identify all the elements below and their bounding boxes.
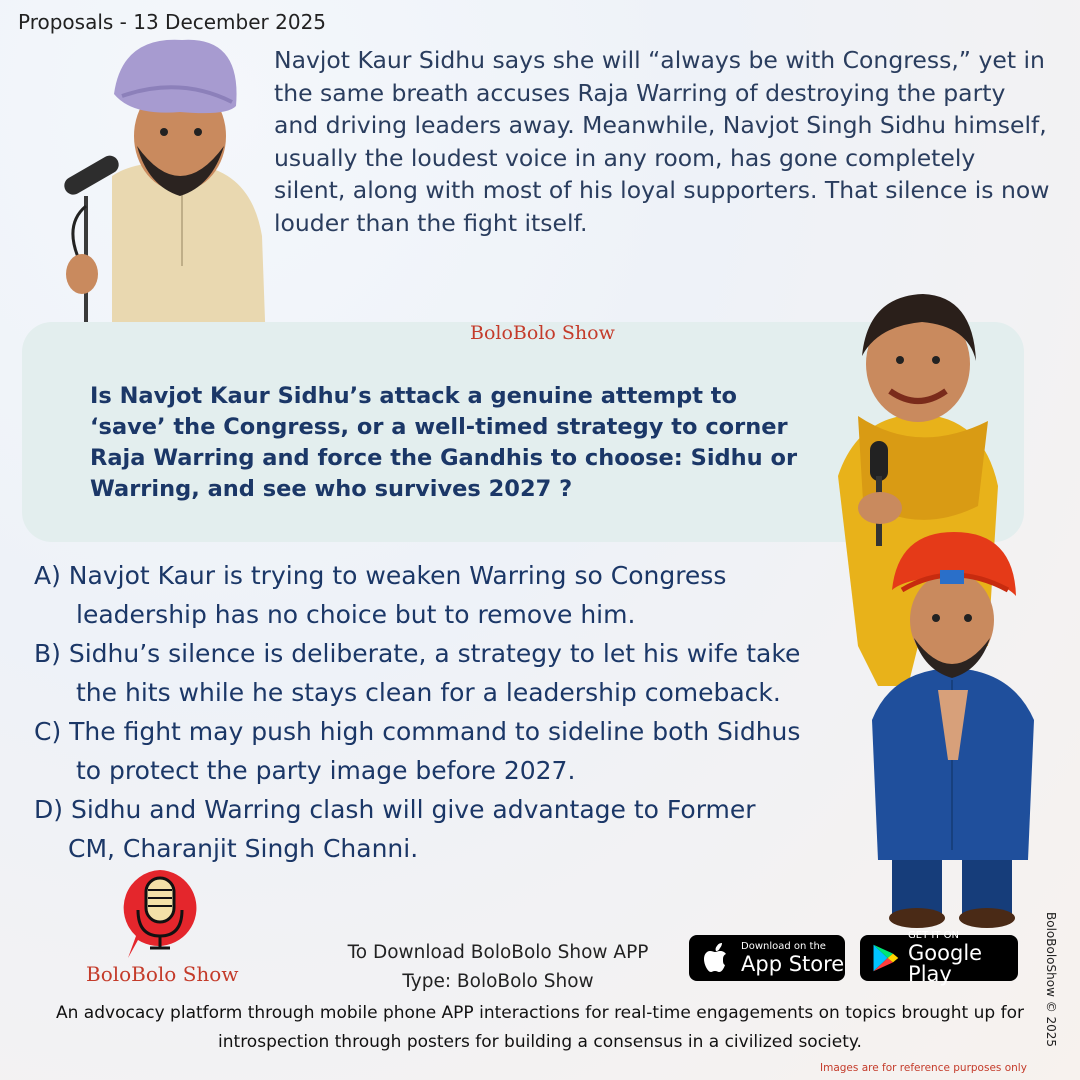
google-play-badge[interactable] <box>860 930 1018 986</box>
option-b-line2: the hits while he stays clean for a leadership comeback. <box>76 678 781 707</box>
option-c-line1: C) The fight may push high command to sideline both Sidhus <box>34 717 801 746</box>
image-disclaimer: Images are for reference purposes only <box>820 1062 1027 1074</box>
app-store-big-text: App Store <box>741 951 845 976</box>
copyright-text: BoloBoloShow © 2025 <box>1044 912 1058 1048</box>
poll-options <box>34 556 874 868</box>
sidhu-caricature-image <box>52 36 272 348</box>
poll-question: Is Navjot Kaur Sidhu’s attack a genuine attempt to ‘save’ the Congress, or a well-timed strategy to corner Raja Warring and force the Gandhis to choose: Sidhu or Warring, and see who survives 2027 ? <box>90 383 798 502</box>
google-play-big-text: Google Play <box>908 941 983 986</box>
option-b[interactable] <box>34 634 874 712</box>
google-play-small-text: GET IT ON <box>908 930 959 941</box>
option-a-line2: leadership has no choice but to remove him. <box>76 600 636 629</box>
navjot-singh-sidhu-caricature-image <box>862 530 1044 930</box>
option-a-line1: A) Navjot Kaur is trying to weaken Warring so Congress <box>34 561 727 590</box>
question-box-brand: BoloBolo Show <box>470 322 615 344</box>
option-d-line2: CM, Charanjit Singh Channi. <box>68 834 419 863</box>
download-line-2: Type: BoloBolo Show <box>402 971 594 992</box>
option-c[interactable] <box>34 712 874 790</box>
microphone-logo-icon <box>118 866 202 962</box>
option-c-line2: to protect the party image before 2027. <box>76 756 576 785</box>
option-d-line1: D) Sidhu and Warring clash will give advantage to Former <box>34 795 756 824</box>
app-store-badge[interactable] <box>689 935 845 981</box>
download-instructions <box>320 938 676 996</box>
option-b-line1: B) Sidhu’s silence is deliberate, a strategy to let his wife take <box>34 639 801 668</box>
logo-brand-text: BoloBolo Show <box>86 962 239 986</box>
intro-paragraph <box>274 44 1054 239</box>
apple-icon <box>699 940 735 976</box>
copyright-vertical <box>1040 912 1060 1062</box>
option-a[interactable] <box>34 556 874 634</box>
download-line-1: To Download BoloBolo Show APP <box>347 942 649 963</box>
date-label: Proposals - 13 December 2025 <box>18 10 327 34</box>
google-play-icon <box>870 940 900 976</box>
option-d[interactable] <box>34 790 874 868</box>
footer-description: An advocacy platform through mobile phone APP interactions for real-time engagements on topics brought up for introspection through posters for building a consensus in a civilized society. <box>56 1003 1024 1052</box>
intro-text: Navjot Kaur Sidhu says she will “always be with Congress,” yet in the same breath accuses Raja Warring of destroying the party and driving leaders away. Meanwhile, Navjot Singh Sidhu himself, usually the loudest voice in any room, has gone completely silent, along with most of his loyal supporters. That silence is now louder than the fight itself. <box>274 46 1050 237</box>
app-store-small-text: Download on the <box>741 940 826 952</box>
